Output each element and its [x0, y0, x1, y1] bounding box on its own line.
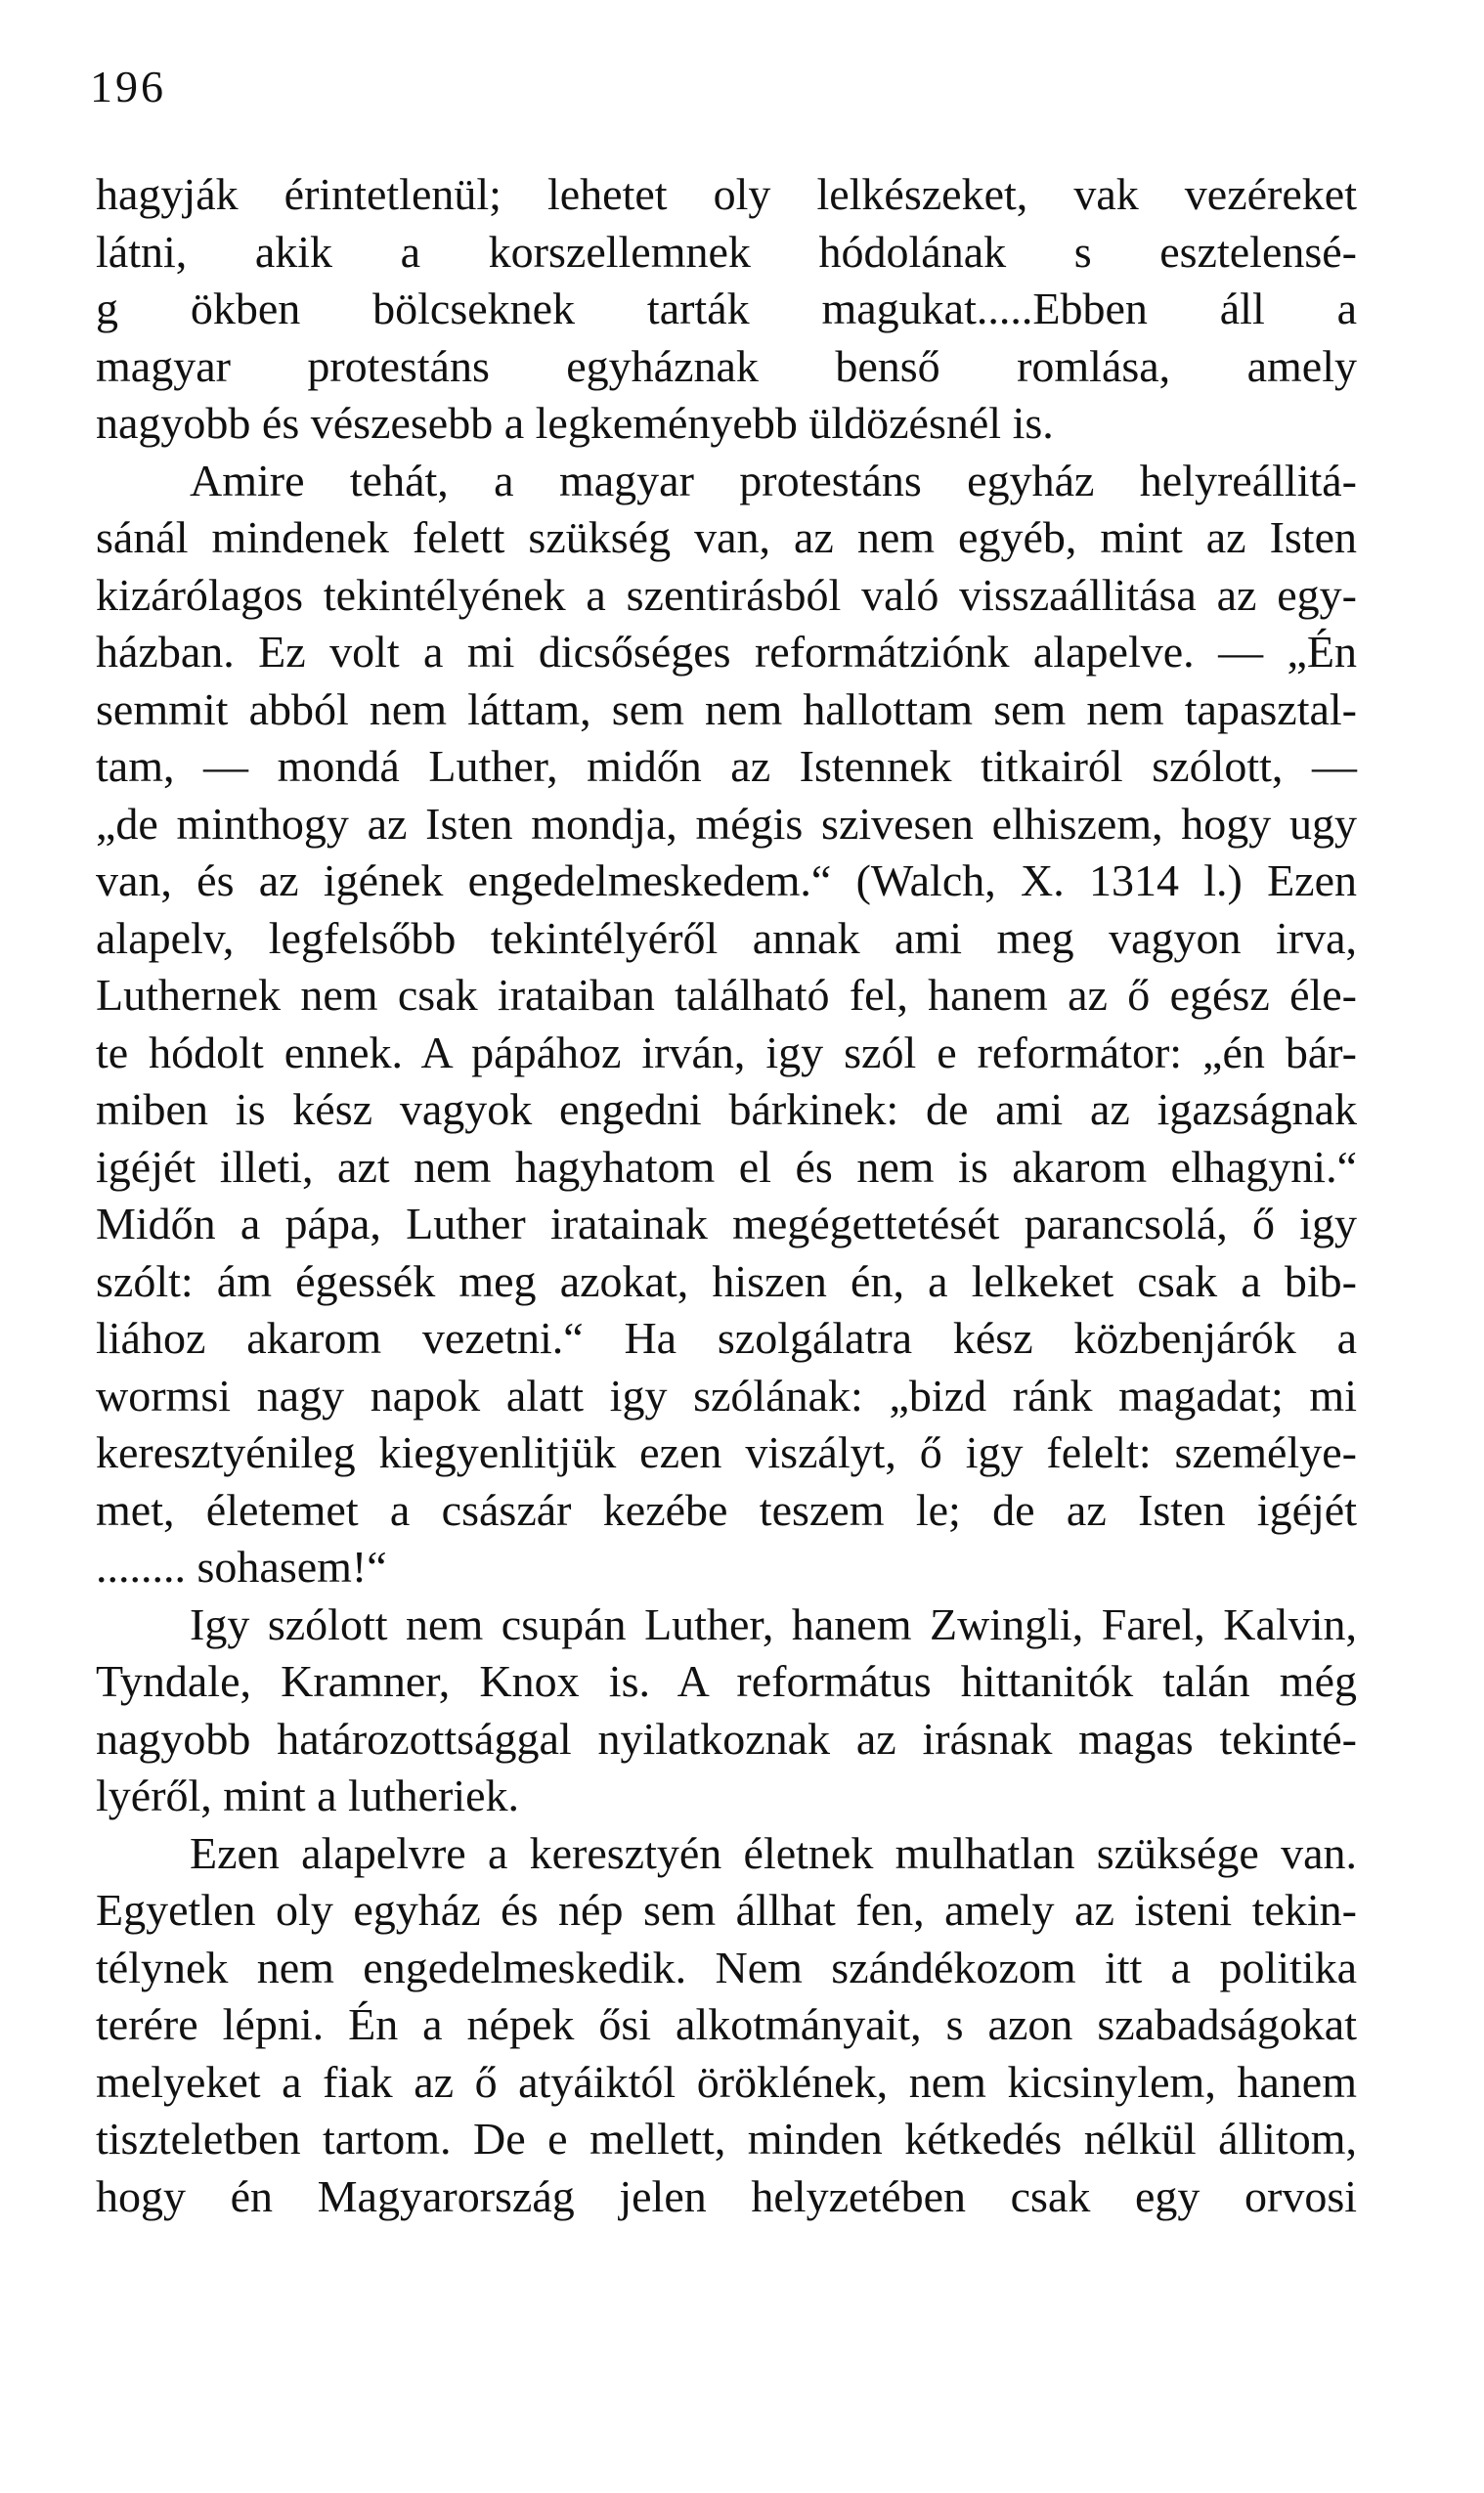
- text-line: nagyobb és vészesebb a legkeményebb üldözésnél is.: [96, 398, 1054, 448]
- text-line: te hódolt ennek. A pápához irván, igy szól e reformátor: „én bár-: [96, 1027, 1357, 1077]
- text-line: ........ sohasem!“: [96, 1542, 387, 1592]
- text-line: házban. Ez volt a mi dicsőséges reformátziónk alapelve. — „Én: [96, 627, 1357, 677]
- text-line: látni, akik a korszellemnek hódolának s esztelensé-: [96, 226, 1357, 277]
- paragraph-start-line: Igy szólott nem csupán Luther, hanem Zwingli, Farel, Kalvin,: [190, 1598, 1357, 1649]
- text-line: liához akarom vezetni.“ Ha szolgálatra kész közbenjárók a: [96, 1313, 1357, 1363]
- text-line: hogy én Magyarország jelen helyzetében csak egy orvosi: [96, 2170, 1357, 2221]
- text-line: igéjét illeti, azt nem hagyhatom el és nem is akarom elhagyni.“: [96, 1141, 1357, 1192]
- text-line: nagyobb határozottsággal nyilatkoznak az irásnak magas tekinté-: [96, 1713, 1357, 1764]
- text-line: „de minthogy az Isten mondja, mégis szivesen elhiszem, hogy ugy: [96, 798, 1357, 849]
- text-line: Midőn a pápa, Luther iratainak megégettetését parancsolá, ő igy: [96, 1199, 1357, 1248]
- text-line: semmit abból nem láttam, sem nem hallottam sem nem tapasztal-: [96, 683, 1357, 734]
- text-line: van, és az igének engedelmeskedem.“ (Walch, X. 1314 l.) Ezen: [96, 855, 1357, 905]
- text-line: tiszteletben tartom. De e mellett, minden kétkedés nélkül állitom,: [96, 2114, 1357, 2164]
- body-text: [96, 166, 1357, 2225]
- text-line: sánál mindenek felett szükség van, az nem egyéb, mint az Isten: [96, 512, 1357, 562]
- text-line: keresztyénileg kiegyenlitjük ezen viszályt, ő igy felelt: személye-: [96, 1427, 1357, 1477]
- paragraph-start-line: Ezen alapelvre a keresztyén életnek mulhatlan szüksége van.: [190, 1827, 1357, 1878]
- text-line: terére lépni. Én a népek ősi alkotmányait, s azon szabadságokat: [96, 1999, 1357, 2049]
- text-line: Luthernek nem csak irataiban található fel, hanem az ő egész éle-: [96, 970, 1357, 1020]
- text-line: wormsi nagy napok alatt igy szólának: „bizd ránk magadat; mi: [96, 1370, 1357, 1421]
- text-line: hagyják érintetlenül; lehetet oly lelkészeket, vak vezéreket: [96, 169, 1357, 219]
- text-line: alapelv, legfelsőbb tekintélyéről annak ami meg vagyon irva,: [96, 912, 1357, 963]
- text-line: szólt: ám égessék meg azokat, hiszen én, a lelkeket csak a bib-: [96, 1255, 1357, 1306]
- text-line: tam, — mondá Luther, midőn az Istennek titkairól szólott, —: [96, 741, 1357, 791]
- text-line: melyeket a fiak az ő atyáiktól öröklének, nem kicsinylem, hanem: [96, 2056, 1357, 2107]
- text-line: télynek nem engedelmeskedik. Nem szándékozom itt a politika: [96, 1942, 1357, 1992]
- text-line: miben is kész vagyok engedni bárkinek: de ami az igazságnak: [96, 1084, 1357, 1134]
- text-line: magyar protestáns egyháznak benső romlása, amely: [96, 340, 1357, 391]
- text-line: met, életemet a császár kezébe teszem le; de az Isten igéjét: [96, 1484, 1357, 1535]
- text-line: kizárólagos tekintélyének a szentirásból való visszaállitása az egy-: [96, 569, 1357, 620]
- text-line: Tyndale, Kramner, Knox is. A református hittanitók talán még: [96, 1656, 1357, 1706]
- text-line: lyéről, mint a lutheriek.: [96, 1771, 520, 1820]
- text-line: g ökben bölcseknek tarták magukat.....Ebben áll a: [96, 284, 1357, 333]
- text-line: Egyetlen oly egyház és nép sem állhat fen, amely az isteni tekin-: [96, 1885, 1357, 1935]
- paragraph-start-line: Amire tehát, a magyar protestáns egyház helyreállitá-: [190, 455, 1357, 505]
- page-number: 196: [90, 62, 166, 111]
